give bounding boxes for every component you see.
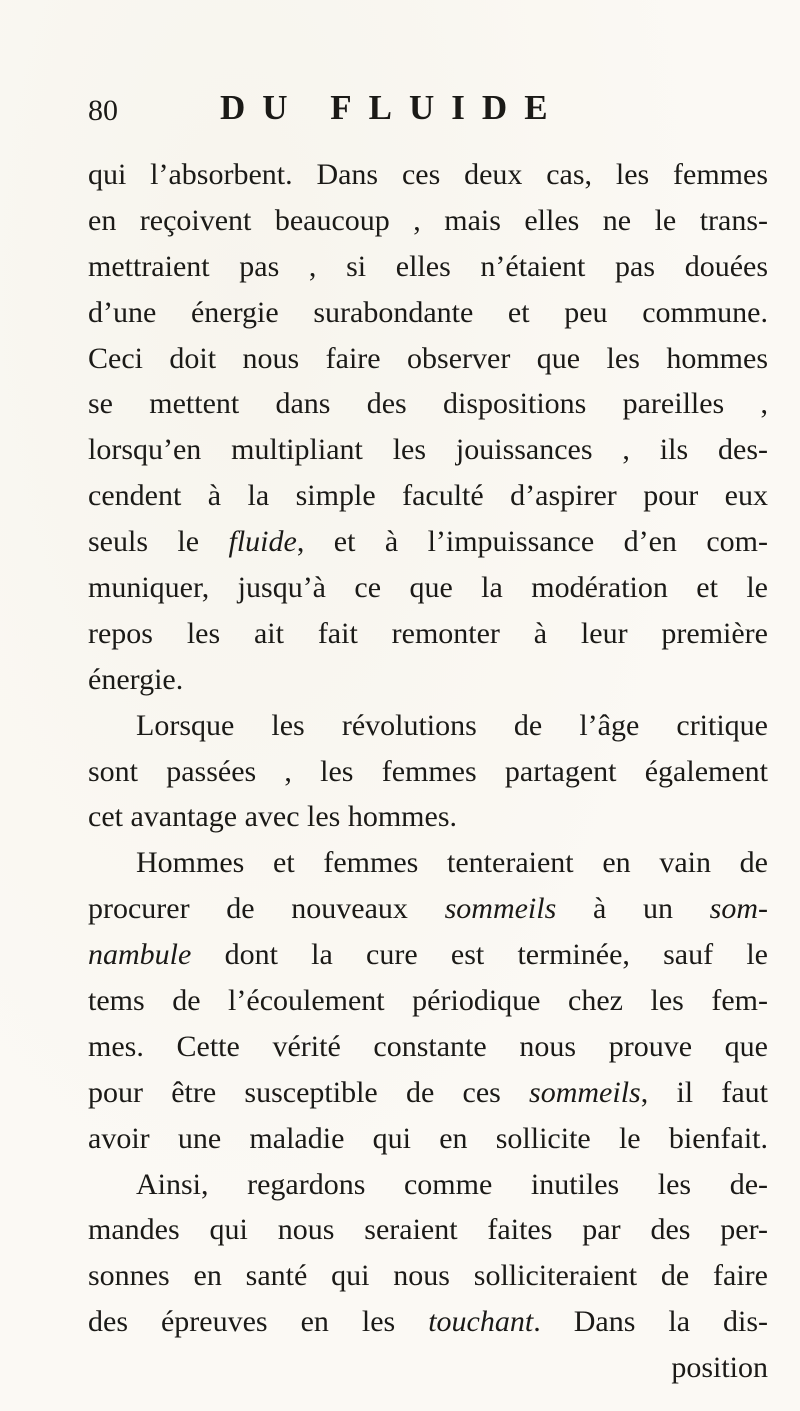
line-segment: pour être susceptible de ces [88, 1075, 530, 1109]
line-segment: Ceci doit nous faire observer que les hommes [88, 341, 768, 375]
line-segment: muniquer, jusqu’à ce que la modération et le [88, 571, 768, 605]
line-segment: qui l’absorbent. Dans ces deux cas, les femmes [88, 158, 768, 191]
line-segment: en reçoivent beaucoup , mais elles ne le trans- [88, 203, 768, 237]
line-segment: cendent à la simple faculté d’aspirer pour eux [88, 479, 768, 513]
text-line [88, 794, 768, 840]
text-line [88, 427, 768, 473]
text-line [88, 152, 768, 198]
italic-word: fluide [228, 525, 297, 559]
line-segment: Ainsi, regardons comme inutiles les de- [136, 1167, 768, 1201]
text-line [88, 1253, 768, 1299]
line-segment: position [671, 1351, 768, 1385]
line-segment: énergie. [88, 662, 184, 696]
text-line [88, 244, 768, 290]
text-line [88, 978, 768, 1024]
italic-word: touchant [428, 1305, 534, 1339]
text-line [88, 932, 768, 978]
line-segment: . Dans la dis- [533, 1305, 768, 1339]
text-line [88, 840, 768, 886]
italic-word: som- [709, 892, 768, 926]
line-segment: mes. Cette vérité constante nous prouve que [88, 1029, 768, 1063]
line-segment: mettraient pas , si elles n’étaient pas douées [88, 249, 768, 283]
line-segment: tems de l’écoulement périodique chez les fem- [88, 984, 768, 1018]
line-segment: , et à l’impuissance d’en com- [296, 525, 768, 559]
line-segment: Lorsque les révolutions de l’âge critique [136, 708, 768, 742]
body-text [88, 152, 768, 1391]
line-segment: dont la cure est terminée, sauf le [191, 938, 768, 972]
text-line [88, 1207, 768, 1253]
line-segment: procurer de nouveaux [88, 892, 445, 926]
text-line [88, 886, 768, 932]
line-segment: Hommes et femmes tenteraient en vain de [136, 846, 768, 880]
running-title: DU FLUIDE [220, 88, 565, 127]
text-line [88, 1070, 768, 1116]
page-header [88, 88, 768, 128]
text-line [88, 519, 768, 565]
text-line [88, 1024, 768, 1070]
text-line [88, 657, 768, 703]
line-segment: cet avantage avec les hommes. [88, 800, 457, 834]
line-segment: d’une énergie surabondante et peu commune. [88, 295, 768, 329]
line-segment: sont passées , les femmes partagent également [88, 754, 768, 788]
catchword [88, 1345, 768, 1391]
line-segment: lorsqu’en multipliant les jouissances , ils des- [88, 433, 768, 467]
page-number: 80 [88, 94, 118, 127]
text-line [88, 1299, 768, 1345]
line-segment: mandes qui nous seraient faites par des per- [88, 1213, 768, 1247]
line-segment: sonnes en santé qui nous solliciteraient de faire [88, 1259, 768, 1293]
line-segment: seuls le [88, 525, 229, 559]
text-line [88, 336, 768, 382]
text-line [88, 703, 768, 749]
text-line [88, 611, 768, 657]
text-line [88, 565, 768, 611]
text-line [88, 290, 768, 336]
text-line [88, 198, 768, 244]
text-line [88, 749, 768, 795]
text-line [88, 381, 768, 427]
text-line [88, 473, 768, 519]
text-line [88, 1162, 768, 1208]
line-segment: se mettent dans des dispositions pareilles , [88, 387, 768, 421]
line-segment: à un [556, 892, 710, 926]
line-segment: repos les ait fait remonter à leur première [88, 616, 768, 650]
italic-word: sommeils [529, 1075, 641, 1109]
italic-word: sommeils [444, 892, 557, 926]
line-segment: avoir une maladie qui en sollicite le bienfait. [88, 1121, 768, 1155]
line-segment: , il faut [640, 1075, 768, 1109]
text-line [88, 1116, 768, 1162]
italic-word: nambule [88, 938, 192, 972]
line-segment: des épreuves en les [88, 1305, 429, 1339]
